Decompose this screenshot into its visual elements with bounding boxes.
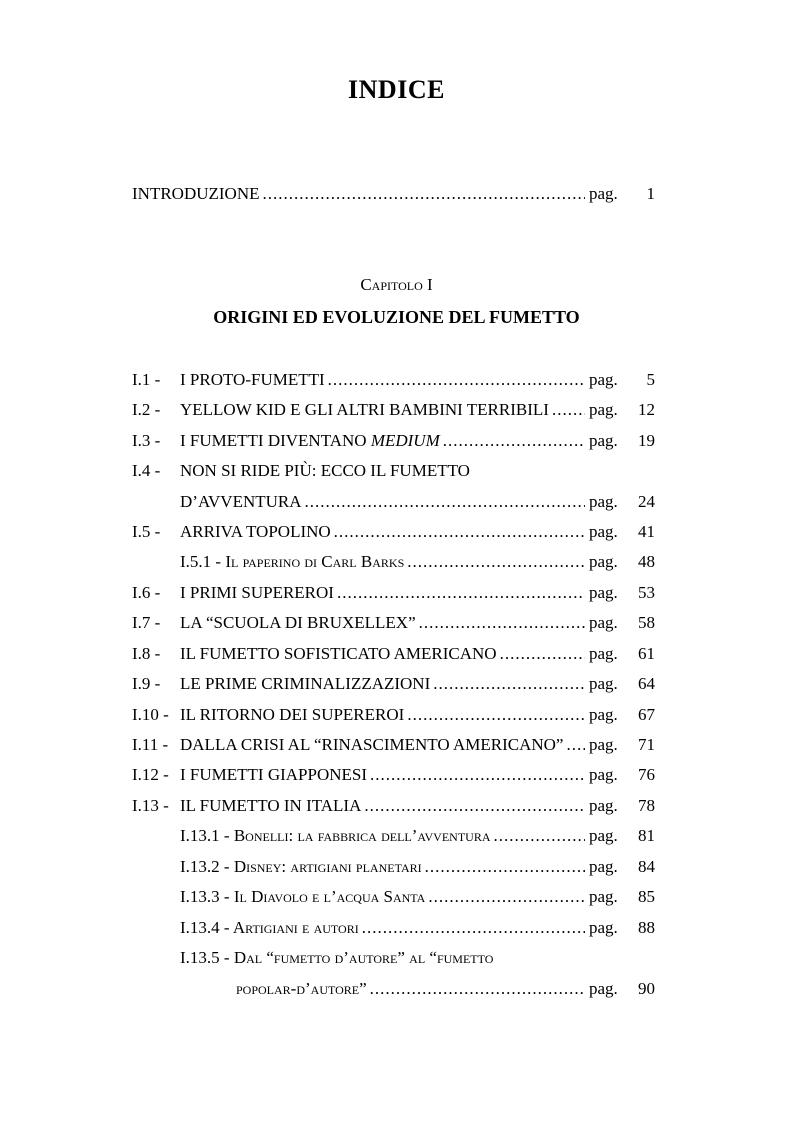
toc-pag-label: pag.: [589, 979, 618, 998]
toc-entry-i1[interactable]: [132, 369, 655, 391]
toc-leader-dots: [425, 856, 585, 878]
toc-leader-dots: [364, 795, 585, 817]
toc-pag-label: pag.: [589, 796, 618, 815]
toc-entry-i6[interactable]: [132, 582, 655, 604]
toc-entry-i7[interactable]: [132, 612, 655, 634]
toc-entry-number: I.12 -: [132, 765, 169, 784]
toc-entry-i13-5-cont[interactable]: [132, 978, 655, 1000]
toc-entry-introduzione[interactable]: [132, 183, 655, 205]
toc-entry-title: NON SI RIDE PIÙ: ECCO IL FUMETTO: [180, 461, 470, 480]
toc-entry-number: I.5 -: [132, 522, 161, 541]
toc-page-number: 85: [638, 887, 655, 906]
toc-leader-dots: [370, 764, 585, 786]
toc-page-number: 84: [638, 857, 655, 876]
toc-entry-i3[interactable]: [132, 430, 655, 452]
toc-leader-dots: [500, 643, 585, 665]
toc-entry-i13-4[interactable]: [132, 917, 655, 939]
toc-pag-label: pag.: [589, 431, 618, 450]
toc-leader-dots: [443, 430, 585, 452]
toc-page-number: 61: [638, 644, 655, 663]
toc-pag-label: pag.: [589, 583, 618, 602]
toc-entry-number: I.8 -: [132, 644, 161, 663]
toc-leader-dots: [428, 886, 585, 908]
toc-entry-i13-5[interactable]: [132, 947, 655, 969]
toc-entry-i5[interactable]: [132, 521, 655, 543]
toc-page-number: 71: [638, 735, 655, 754]
toc-page-number: 12: [638, 400, 655, 419]
toc-page-number: 78: [638, 796, 655, 815]
toc-entry-title: [180, 430, 440, 452]
toc-entry-i13-1[interactable]: [132, 825, 655, 847]
toc-pag-label: pag.: [589, 857, 618, 876]
toc-entry-i8[interactable]: [132, 643, 655, 665]
toc-leader-dots: [419, 612, 585, 634]
toc-entry-number: I.1 -: [132, 370, 161, 389]
toc-entry-i13[interactable]: [132, 795, 655, 817]
toc-page-number: 90: [638, 979, 655, 998]
toc-leader-dots: [566, 734, 585, 756]
toc-leader-dots: [407, 704, 585, 726]
toc-entry-number: I.11 -: [132, 735, 169, 754]
toc-pag-label: pag.: [589, 184, 618, 203]
toc-pag-label: pag.: [589, 826, 618, 845]
toc-pag-label: pag.: [589, 918, 618, 937]
toc-entry-i11[interactable]: [132, 734, 655, 756]
toc-leader-dots: [362, 917, 585, 939]
toc-entry-title: DALLA CRISI AL “RINASCIMENTO AMERICANO”: [180, 735, 564, 754]
toc-pag-label: pag.: [589, 400, 618, 419]
toc-entry-title-text: I FUMETTI DIVENTANO: [180, 431, 371, 450]
toc-entry-title: IL FUMETTO IN ITALIA: [180, 796, 362, 815]
toc-entry-i10[interactable]: [132, 704, 655, 726]
toc-pag-label: pag.: [589, 370, 618, 389]
toc-entry-number: I.7 -: [132, 613, 161, 632]
toc-entry-title: INTRODUZIONE: [132, 184, 260, 203]
toc-leader-dots: [407, 551, 585, 573]
toc-pag-label: pag.: [589, 765, 618, 784]
toc-entry-i9[interactable]: [132, 673, 655, 695]
toc-leader-dots: [337, 582, 585, 604]
toc-page-number: 48: [638, 552, 655, 571]
toc-leader-dots: [494, 825, 585, 847]
toc-entry-title: I.13.2 - Disney: artigiani planetari: [180, 857, 422, 876]
toc-entry-title: LE PRIME CRIMINALIZZAZIONI: [180, 674, 431, 693]
toc-entry-title-continued: D’AVVENTURA: [180, 492, 302, 511]
toc-page-number: 5: [646, 370, 655, 389]
toc-entry-title: IL RITORNO DEI SUPEREROI: [180, 705, 405, 724]
toc-page-number: 53: [638, 583, 655, 602]
toc-entry-i13-2[interactable]: [132, 856, 655, 878]
toc-entry-i4[interactable]: [132, 460, 655, 482]
toc-page-number: 67: [638, 705, 655, 724]
toc-leader-dots: [370, 978, 585, 1000]
toc-entry-title: I.13.5 - Dal “fumetto d’autore” al “fumetto: [180, 948, 494, 967]
toc-leader-dots: [328, 369, 585, 391]
toc-page-number: 76: [638, 765, 655, 784]
toc-page-number: 64: [638, 674, 655, 693]
toc-entry-number: I.13 -: [132, 796, 169, 815]
toc-entry-number: I.3 -: [132, 431, 161, 450]
toc-pag-label: pag.: [589, 552, 618, 571]
toc-entry-number: I.6 -: [132, 583, 161, 602]
toc-entry-title: I PROTO-FUMETTI: [180, 370, 325, 389]
toc-page-number: 58: [638, 613, 655, 632]
toc-pag-label: pag.: [589, 522, 618, 541]
toc-entry-title: IL FUMETTO SOFISTICATO AMERICANO: [180, 644, 497, 663]
toc-entry-title: I PRIMI SUPEREROI: [180, 583, 334, 602]
toc-entry-title: I FUMETTI GIAPPONESI: [180, 765, 367, 784]
toc-entry-i4-cont[interactable]: [132, 491, 655, 513]
toc-entry-title-emphasis: MEDIUM: [370, 431, 440, 450]
toc-pag-label: pag.: [589, 674, 618, 693]
toc-entry-i12[interactable]: [132, 764, 655, 786]
toc-pag-label: pag.: [589, 887, 618, 906]
toc-entry-title: ARRIVA TOPOLINO: [180, 522, 331, 541]
toc-entry-i5-1[interactable]: [132, 551, 655, 573]
toc-page-number: 24: [638, 492, 655, 511]
toc-pag-label: pag.: [589, 613, 618, 632]
toc-leader-dots: [552, 399, 585, 421]
toc-pag-label: pag.: [589, 735, 618, 754]
toc-page-number: 88: [638, 918, 655, 937]
toc-entry-title: I.13.1 - Bonelli: la fabbrica dell’avventura: [180, 826, 491, 845]
toc-pag-label: pag.: [589, 705, 618, 724]
chapter-label: Capitolo I: [360, 275, 433, 294]
toc-pag-label: pag.: [589, 644, 618, 663]
toc-entry-title: YELLOW KID E GLI ALTRI BAMBINI TERRIBILI: [180, 400, 549, 419]
toc-entry-title: I.13.3 - Il Diavolo e l’acqua Santa: [180, 887, 426, 906]
toc-entry-number: I.2 -: [132, 400, 161, 419]
toc-leader-dots: [262, 183, 585, 205]
toc-entry-i2[interactable]: [132, 399, 655, 421]
toc-page-number: 81: [638, 826, 655, 845]
toc-leader-dots: [433, 673, 585, 695]
toc-entry-number: I.10 -: [132, 705, 169, 724]
toc-entry-title: I.13.4 - Artigiani e autori: [180, 918, 359, 937]
toc-pag-label: pag.: [589, 492, 618, 511]
toc-page-number: 41: [638, 522, 655, 541]
toc-entry-number: I.4 -: [132, 461, 161, 480]
toc-entry-title: I.5.1 - Il paperino di Carl Barks: [180, 552, 405, 571]
toc-leader-dots: [305, 491, 585, 513]
toc-page-number: 1: [646, 184, 655, 203]
toc-entry-i13-3[interactable]: [132, 886, 655, 908]
toc-entry-title: LA “SCUOLA DI BRUXELLEX”: [180, 613, 416, 632]
toc-page-number: 19: [638, 431, 655, 450]
toc-entry-title-continued: popolar-d’autore”: [236, 979, 367, 998]
toc-leader-dots: [334, 521, 585, 543]
toc-entry-number: I.9 -: [132, 674, 161, 693]
chapter-title: ORIGINI ED EVOLUZIONE DEL FUMETTO: [213, 307, 580, 327]
page-title: INDICE: [348, 75, 445, 104]
